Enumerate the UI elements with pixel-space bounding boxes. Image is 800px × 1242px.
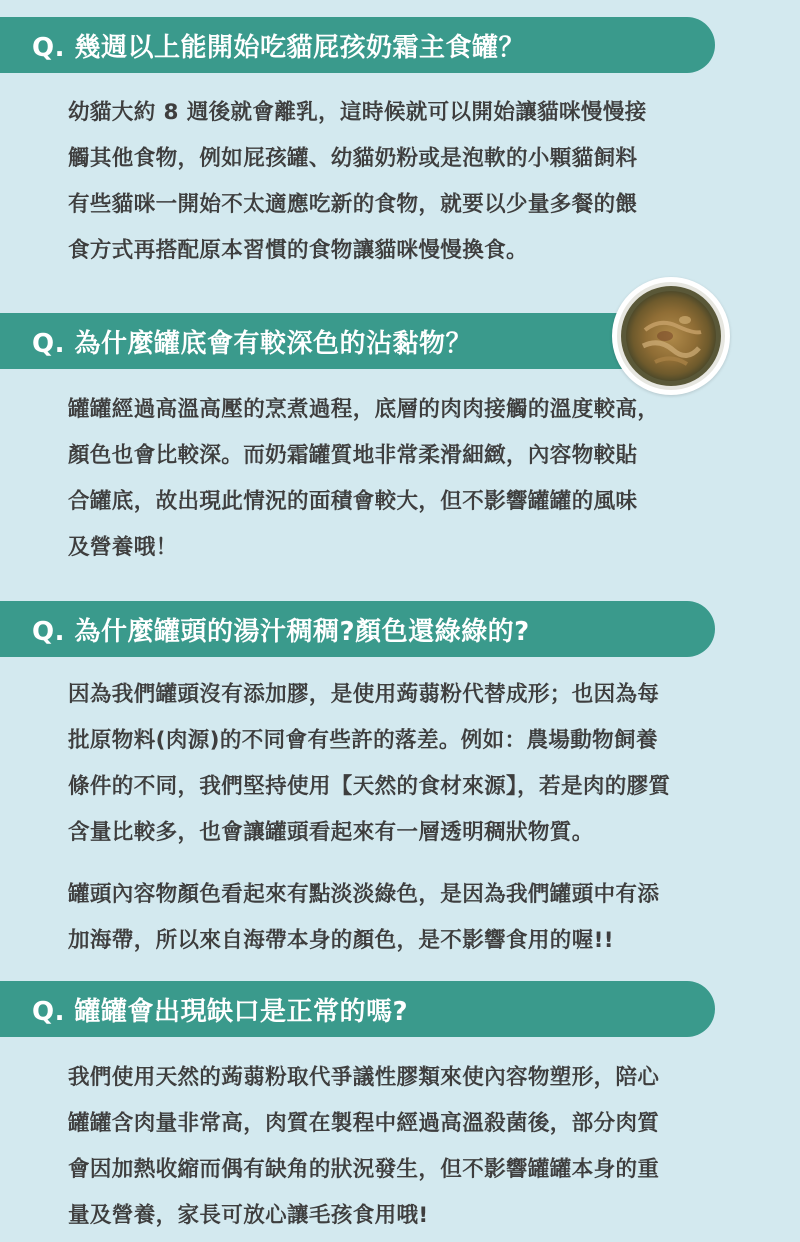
can-bottom-photo [612, 277, 730, 395]
faq-question-2-text: Q. 為什麼罐底會有較深色的沾黏物？ [32, 328, 473, 359]
answer-line: 及營養哦！ [68, 535, 178, 561]
answer-line: 有些貓咪一開始不太適應吃新的食物，就要以少量多餐的餵 [68, 192, 638, 218]
faq-question-4 [0, 981, 715, 1037]
answer-line: 罐罐經過高溫高壓的烹煮過程，底層的肉肉接觸的溫度較高， [68, 397, 660, 423]
answer-line: 因為我們罐頭沒有添加膠，是使用蒟蒻粉代替成形；也因為每 [68, 682, 660, 708]
faq-answer-3 [68, 672, 768, 964]
faq-question-1 [0, 17, 715, 73]
answer-line: 會因加熱收縮而偶有缺角的狀況發生，但不影響罐罐本身的重 [68, 1157, 660, 1183]
faq-answer-4 [68, 1055, 768, 1239]
faq-question-3-text: Q. 為什麼罐頭的湯汁稠稠?顏色還綠綠的? [32, 616, 530, 647]
answer-line: 量及營養，家長可放心讓毛孩食用哦! [68, 1203, 429, 1229]
answer-line: 我們使用天然的蒟蒻粉取代爭議性膠類來使內容物塑形，陪心 [68, 1065, 660, 1091]
faq-answer-1 [68, 90, 768, 274]
answer-line: 批原物料(肉源)的不同會有些許的落差。例如：農場動物飼養 [68, 728, 658, 754]
faq-question-3 [0, 601, 715, 657]
answer-line: 罐頭內容物顏色看起來有點淡淡綠色，是因為我們罐頭中有添 [68, 882, 660, 908]
answer-line: 顏色也會比較深。而奶霜罐質地非常柔滑細緻，內容物較貼 [68, 443, 638, 469]
faq-question-1-text: Q. 幾週以上能開始吃貓屁孩奶霜主食罐？ [32, 32, 526, 63]
answer-line: 觸其他食物，例如屁孩罐、幼貓奶粉或是泡軟的小顆貓飼料 [68, 146, 638, 172]
answer-line: 合罐底，故出現此情況的面積會較大，但不影響罐罐的風味 [68, 489, 638, 515]
faq-answer-2 [68, 387, 768, 571]
answer-line: 加海帶，所以來自海帶本身的顏色，是不影響食用的喔!! [68, 928, 615, 954]
faq-question-2 [0, 313, 715, 369]
answer-line: 含量比較多，也會讓罐頭看起來有一層透明稠狀物質。 [68, 820, 594, 846]
answer-line: 罐罐含肉量非常高，肉質在製程中經過高溫殺菌後，部分肉質 [68, 1111, 660, 1137]
answer-line: 條件的不同，我們堅持使用【天然的食材來源】，若是肉的膠質 [68, 774, 671, 800]
answer-line: 食方式再搭配原本習慣的食物讓貓咪慢慢換食。 [68, 238, 528, 264]
answer-line: 幼貓大約 8 週後就會離乳，這時候就可以開始讓貓咪慢慢接 [68, 100, 647, 126]
faq-question-4-text: Q. 罐罐會出現缺口是正常的嗎? [32, 996, 409, 1027]
can-bottom-image [615, 280, 727, 392]
